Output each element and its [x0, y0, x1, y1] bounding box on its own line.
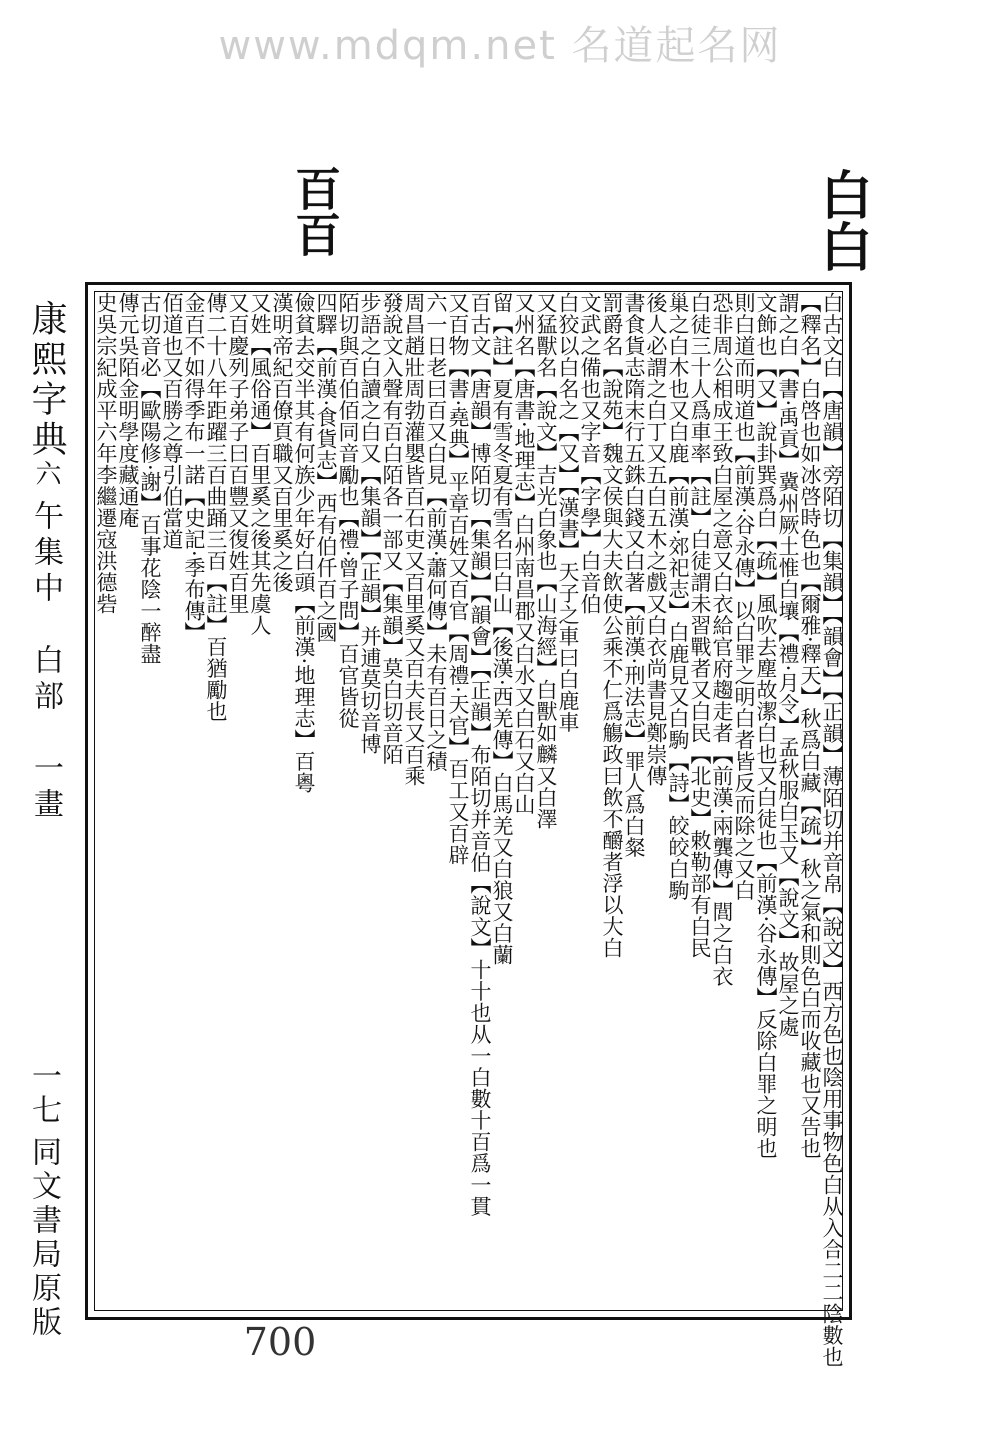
text-column: 傳元吳陌金明學度藏通庵: [116, 292, 140, 529]
text-column: 又猛獸名【說文】吉光白象也【山海經】白獸如麟又白澤: [534, 292, 558, 830]
volume-number: 六: [31, 460, 61, 490]
text-column: 謂之白【書·禹貢】冀州厥土惟白壤【禮·月令】孟秋服白玉又【說文】故屋之處: [776, 292, 800, 1038]
text-column: 白狡以白名之【又】【漢書】天子之車曰白鹿車: [556, 292, 580, 733]
text-column: 金百不如得季布一諾【史記·季布傳】: [182, 292, 206, 644]
text-column: 後人必謂之白丁又五白五木之戲又白衣尚書見鄭崇傳: [644, 292, 668, 787]
seal-script-bai: 白白: [811, 168, 872, 272]
text-column: 又姓【風俗通】百里奚之後其先虞人: [248, 292, 272, 636]
watermark-text: www.mdqm.net 名道起名网: [218, 23, 782, 69]
strokes-label: 一畫: [28, 752, 63, 824]
text-column: 六一日老曰百又白見【前漢·蕭何傳】未有百日之積: [424, 292, 448, 773]
text-column: 又百慶列子弟子曰百豐又復姓百里: [226, 292, 250, 615]
text-column: 罰爵名【說苑】魏文侯與大夫飲使公乘不仁爲觴政曰飲不釂者浮以大白: [600, 292, 624, 959]
text-column: 又百物【書·堯典】平章百姓又百官【周禮·天官】百工又百辟: [446, 292, 470, 866]
text-column: 佰道也又百勝之尊引伯當道: [160, 292, 184, 550]
page-number: 700: [243, 1320, 317, 1364]
text-column: 傳二十八年距躍三百曲踊三百【註】百猶勵也: [204, 292, 228, 722]
text-column: 周昌趙壯周勃灌嬰皆百石吏又百里奚又百夫長又百乘: [402, 292, 426, 787]
text-column: 恐非周公相成王致白屋之意又白衣給官府趨走者【前漢·兩龔傳】閭之白衣: [710, 292, 734, 988]
text-column: 【釋名】白啓也如冰啓時色也【爾雅·釋天】秋爲白藏【疏】秋之氣和則色白而收藏也又告也: [798, 292, 822, 1160]
text-column: 文飾也【又】說卦巽爲白【疏】風吹去塵故潔白也又白徒也【前漢·谷永傳】反除白罪之明也: [754, 292, 778, 1160]
text-column: 則白道而明道也【前漢·谷永傳】以白罪之明白者皆反而除之又白: [732, 292, 756, 902]
text-column: 史吳宗紀成平六年李繼遷寇洪德砦: [94, 292, 118, 615]
text-column: 白徒三十人爲車率【註】白徒謂未習戰者又白民【北史】敕勒部有白民: [688, 292, 712, 959]
text-column: 漢明帝紀百僚頁職又百里奚之後: [270, 292, 294, 593]
text-column: 百古文【唐韻】博陌切【集韻】【韻會】【正韻】布陌切并音伯【說文】十十也从一白數十百爲一貫: [468, 292, 492, 1217]
seal-script-bai-hundred: 百百: [288, 165, 342, 257]
text-column: 儉貧去交半其有何族少年好白頭【前漢·地理志】百粵: [292, 292, 316, 794]
text-column: 文武之備也又字音【字學】白音伯: [578, 292, 602, 615]
text-column: 書食貨志隋末行五銖白錢又白著【前漢·刑法志】罪人爲白粲: [622, 292, 646, 859]
text-column: 又州名【唐書·地理志】白州南昌郡又白水又白石又白山: [512, 292, 536, 816]
text-column: 陌切與百伯佰同音勵也【禮·曾子問】百官皆從: [336, 292, 360, 730]
text-column: 發說文入聲有百白陌各一部又【集韻】莫白切音陌: [380, 292, 404, 765]
text-column: 古切音必【歐陽修·謝】百事花陰一醉盡: [138, 292, 162, 665]
text-column: 白古文白【唐韻】旁陌切【集韻】【韻會】【正韻】薄陌切并音帛【說文】西方色也陰用事物色白从入合二二陰數也: [820, 292, 844, 1368]
radical-label: 白部: [28, 644, 63, 716]
dictionary-title: [26, 300, 67, 490]
folio-number: 一七: [26, 1060, 61, 1128]
publisher-label: 同文書局原版: [26, 1136, 61, 1340]
text-column: 四驛【前漢·食貨志】西有伯仟百之國: [314, 292, 338, 644]
text-column: 步語之白讀之白又【集韻】【正韻】并逋莫切音博: [358, 292, 382, 755]
title-text: 康熙字典: [26, 300, 67, 460]
section-marker: [28, 500, 63, 824]
collection-label: 午集中: [28, 500, 63, 608]
text-column: 留【註】夏有雪冬夏有雪名曰白山【後漢·西羌傳】白馬羌又白狼又白蘭: [490, 292, 514, 966]
text-column: 巢之白木也又白鹿【前漢·郊祀志】白鹿見又白駒【詩】皎皎白駒: [666, 292, 690, 902]
